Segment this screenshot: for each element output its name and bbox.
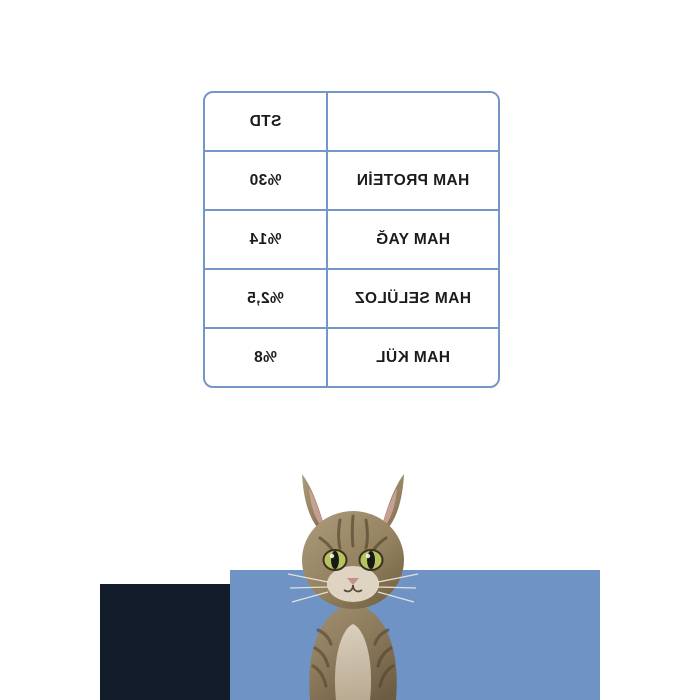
table-header-std: STD bbox=[205, 93, 326, 152]
table-row bbox=[205, 329, 498, 386]
row-label-cellulose: HAM SELÜLOZ bbox=[326, 270, 498, 329]
row-value-fat: %14 bbox=[205, 211, 326, 270]
dark-color-block bbox=[100, 584, 230, 700]
table-row bbox=[205, 152, 498, 211]
nutrition-table-container bbox=[203, 91, 500, 378]
row-label-protein: HAM PROTEİN bbox=[326, 152, 498, 211]
table-row bbox=[205, 211, 498, 270]
row-label-fat: HAM YAĞ bbox=[326, 211, 498, 270]
cat-photo bbox=[258, 452, 448, 700]
row-value-ash: %8 bbox=[253, 348, 277, 366]
row-label-ash: HAM KÜL bbox=[326, 329, 498, 386]
row-value-cellulose: %2,5 bbox=[205, 270, 326, 329]
table-row bbox=[205, 93, 498, 152]
table-header-blank bbox=[326, 93, 498, 152]
row-value-protein: %30 bbox=[205, 152, 326, 211]
nutrition-table bbox=[203, 91, 500, 388]
table-row bbox=[205, 270, 498, 329]
